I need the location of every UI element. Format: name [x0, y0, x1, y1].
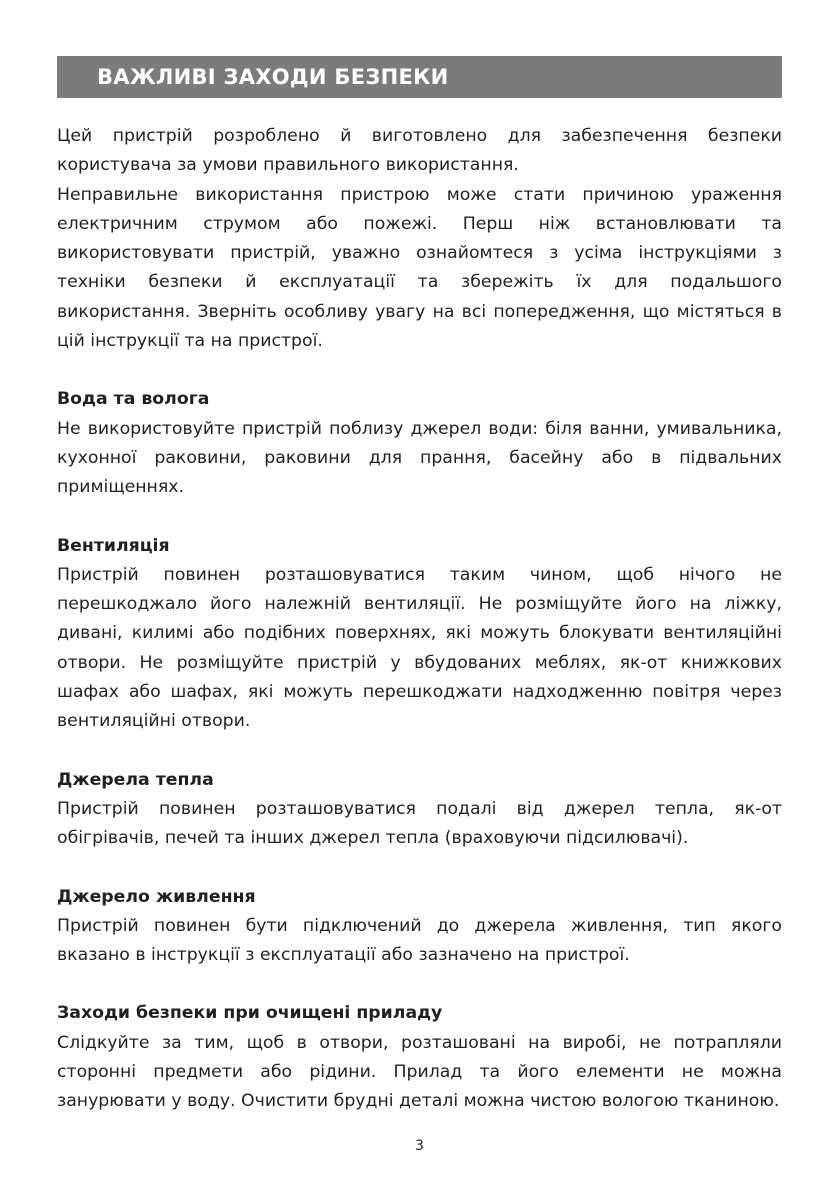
section-heading: Джерело живлення — [57, 886, 256, 907]
section-power-source — [57, 883, 782, 971]
section-heat-sources — [57, 766, 782, 854]
section-body: Слідкуйте за тим, щоб в отвори, розташовані на виробі, не потрапляли сторонні предмети або рідини. Прилад та його елементи не можна занурювати у воду. Очистити брудні деталі можна чистою вологою тканиною. — [57, 1032, 782, 1112]
section-body: Не використовуйте пристрій поблизу джерел води: біля ванни, умивальника, кухонної раковини, раковини для прання, басейну або в підвальних приміщеннях. — [57, 418, 782, 498]
page-number: 3 — [415, 1138, 424, 1154]
page-title: ВАЖЛИВІ ЗАХОДИ БЕЗПЕКИ — [97, 65, 449, 89]
section-body: Пристрій повинен бути підключений до джерела живлення, тип якого вказано в інструкції з експлуатації або зазначено на пристрої. — [57, 915, 782, 966]
section-ventilation — [57, 532, 782, 737]
section-cleaning — [57, 999, 782, 1116]
document-body — [57, 122, 782, 1117]
section-water — [57, 385, 782, 502]
section-heading: Вентиляція — [57, 535, 170, 556]
section-header-bar — [57, 56, 782, 98]
intro-paragraph-1: Цей пристрій розроблено й виготовлено для забезпечення безпеки користувача за умови правильного використання. — [57, 126, 782, 176]
section-heading: Вода та волога — [57, 389, 210, 410]
section-heading: Заходи безпеки при очищені приладу — [57, 1003, 443, 1024]
section-body: Пристрій повинен розташовуватися подалі від джерел тепла, як-от обігрівачів, печей та інших джерел тепла (враховуючи підсилювачі). — [57, 798, 782, 849]
intro-paragraph-2: Неправильне використання пристрою може стати причиною ураження електричним струмом або пожежі. Перш ніж встановлювати та використовувати пристрій, уважно ознайомтеся з усіма інструкціями з техніки безпеки й експлуатації та збережіть їх для подальшого використання. Зверніть особливу увагу на всі попередження, що містяться в цій інструкції та на пристрої. — [57, 184, 782, 352]
section-body: Пристрій повинен розташовуватися таким чином, щоб нічого не перешкоджало його належній вентиляції. Не розміщуйте його на ліжку, дивані, килимі або подібних поверхнях, які можуть блокувати вентиляційні отвори. Не розміщуйте пристрій у вбудованих меблях, як-от книжкових шафах або шафах, які можуть перешкоджати надходженню повітря через вентиляційні отвори. — [57, 564, 782, 732]
section-heading: Джерела тепла — [57, 769, 214, 790]
